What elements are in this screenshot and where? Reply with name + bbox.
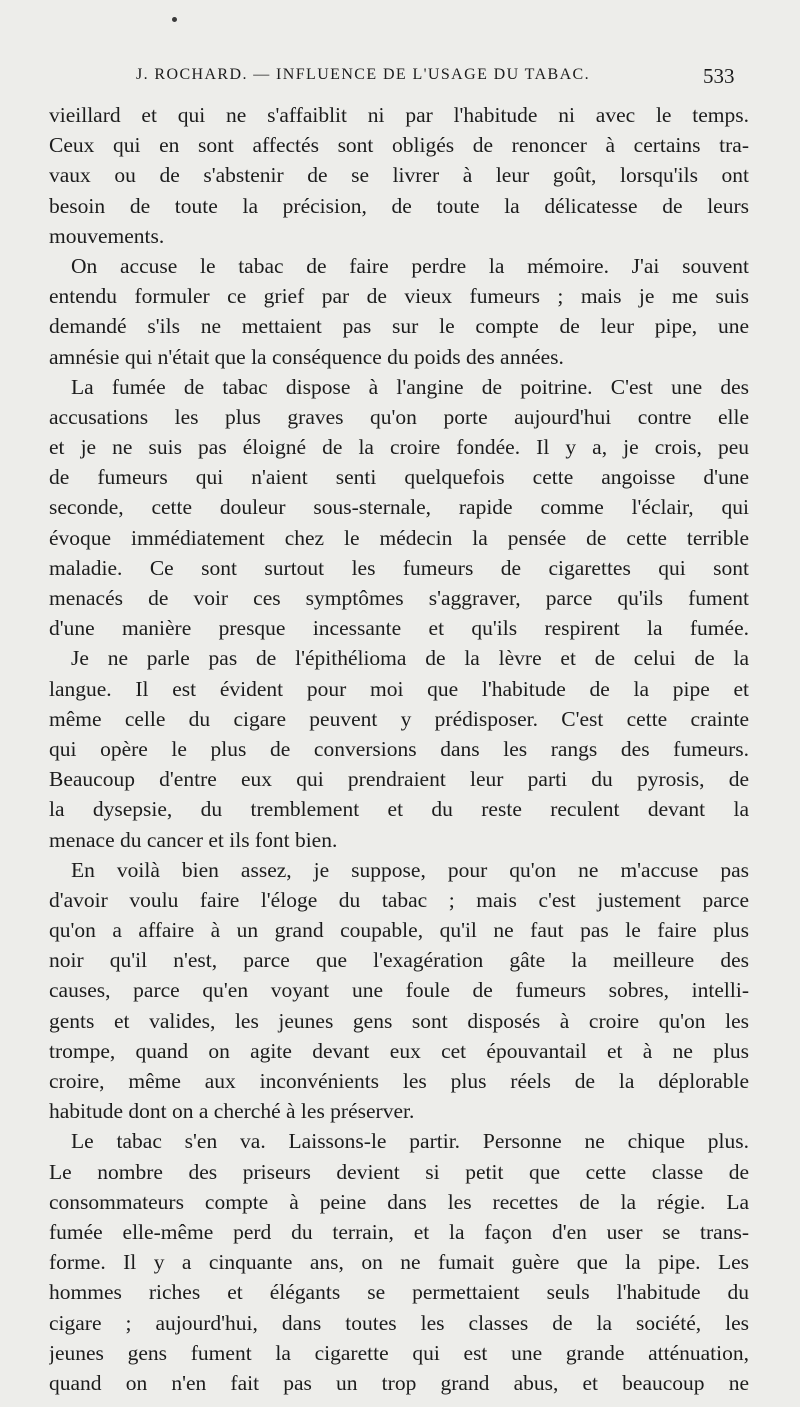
text-line: croire, même aux inconvénients les plus réels de la déplorable — [49, 1069, 749, 1093]
text-line: noir qu'il n'est, parce que l'exagération gâte la meilleure des — [49, 948, 749, 973]
text-line: d'avoir voulu faire l'éloge du tabac ; mais c'est justement parce — [49, 887, 749, 912]
text-line: trompe, quand on agite devant eux cet épouvantail et à ne plus — [49, 1038, 749, 1063]
page-body — [49, 100, 749, 1398]
paragraph-4 — [49, 643, 749, 854]
text-line: cigare ; aujourd'hui, dans toutes les classes de la société, les — [49, 1310, 749, 1335]
text-line: habitude dont on a cherché à les préserver. — [49, 1099, 415, 1124]
text-line: fumée elle-même perd du terrain, et la façon d'en user se trans- — [49, 1219, 749, 1244]
text-line: En voilà bien assez, je suppose, pour qu'on ne m'accuse pas — [71, 857, 749, 882]
text-line: menace du cancer et ils font bien. — [49, 827, 338, 852]
text-line: On accuse le tabac de faire perdre la mémoire. J'ai souvent — [71, 253, 749, 278]
text-line: gents et valides, les jeunes gens sont disposés à croire qu'on les — [49, 1008, 749, 1033]
paragraph-1 — [49, 100, 749, 251]
running-head: J. ROCHARD. — INFLUENCE DE L'USAGE DU TABAC. — [136, 66, 591, 83]
text-line: La fumée de tabac dispose à l'angine de poitrine. C'est une des — [71, 374, 749, 399]
page-header — [0, 62, 800, 96]
text-line: qui opère le plus de conversions dans les rangs des fumeurs. — [49, 736, 749, 761]
text-line: Beaucoup d'entre eux qui prendraient leur parti du pyrosis, de — [49, 767, 749, 792]
text-line: Le tabac s'en va. Laissons-le partir. Personne ne chique plus. — [71, 1129, 749, 1154]
ink-speck — [172, 17, 177, 22]
text-line: amnésie qui n'était que la conséquence du poids des années. — [49, 344, 564, 369]
text-line: la dysepsie, du tremblement et du reste reculent devant la — [49, 797, 749, 822]
text-line: Je ne parle pas de l'épithélioma de la lèvre et de celui de la — [71, 646, 749, 671]
text-line: Le nombre des priseurs devient si petit que cette classe de — [49, 1159, 749, 1184]
text-line: hommes riches et élégants se permettaient seuls l'habitude du — [49, 1280, 749, 1305]
paragraph-6 — [49, 1126, 749, 1398]
text-line: langue. Il est évident pour moi que l'habitude de la pipe et — [49, 676, 749, 701]
text-line: accusations les plus graves qu'on porte aujourd'hui contre elle — [49, 404, 749, 429]
text-line: quand on n'en fait pas un trop grand abus, et beaucoup ne — [49, 1370, 749, 1395]
paragraph-5 — [49, 855, 749, 1127]
text-line: vaux ou de s'abstenir de se livrer à leur goût, lorsqu'ils ont — [49, 163, 749, 188]
paragraph-2 — [49, 251, 749, 372]
text-line: évoque immédiatement chez le médecin la pensée de cette terrible — [49, 525, 749, 550]
text-line: Ceux qui en sont affectés sont obligés de renoncer à certains tra- — [49, 133, 749, 158]
text-line: causes, parce qu'en voyant une foule de fumeurs sobres, intelli- — [49, 978, 749, 1003]
text-line: besoin de toute la précision, de toute la délicatesse de leurs — [49, 193, 749, 218]
text-line: seconde, cette douleur sous-sternale, rapide comme l'éclair, qui — [49, 495, 749, 520]
text-line: de fumeurs qui n'aient senti quelquefois cette angoisse d'une — [49, 465, 749, 490]
page-number: 533 — [703, 64, 735, 88]
text-line: d'une manière presque incessante et qu'ils respirent la fumée. — [49, 616, 749, 641]
text-line: jeunes gens fument la cigarette qui est une grande atténuation, — [49, 1340, 749, 1365]
paragraph-3 — [49, 372, 749, 644]
text-line: entendu formuler ce grief par de vieux fumeurs ; mais je me suis — [49, 284, 749, 309]
text-line: mouvements. — [49, 223, 165, 248]
text-line: demandé s'ils ne mettaient pas sur le compte de leur pipe, une — [49, 314, 749, 339]
text-line: et je ne suis pas éloigné de la croire fondée. Il y a, je crois, peu — [49, 435, 749, 460]
text-line: forme. Il y a cinquante ans, on ne fumait guère que la pipe. Les — [49, 1250, 749, 1275]
text-line: qu'on a affaire à un grand coupable, qu'il ne faut pas le faire plus — [49, 918, 749, 943]
text-line: maladie. Ce sont surtout les fumeurs de cigarettes qui sont — [49, 555, 749, 580]
text-line: menacés de voir ces symptômes s'aggraver, parce qu'ils fument — [49, 586, 749, 610]
text-line: même celle du cigare peuvent y prédisposer. C'est cette crainte — [49, 706, 749, 731]
text-line: consommateurs compte à peine dans les recettes de la régie. La — [49, 1189, 749, 1214]
text-line: vieillard et qui ne s'affaiblit ni par l'habitude ni avec le temps. — [49, 103, 749, 127]
